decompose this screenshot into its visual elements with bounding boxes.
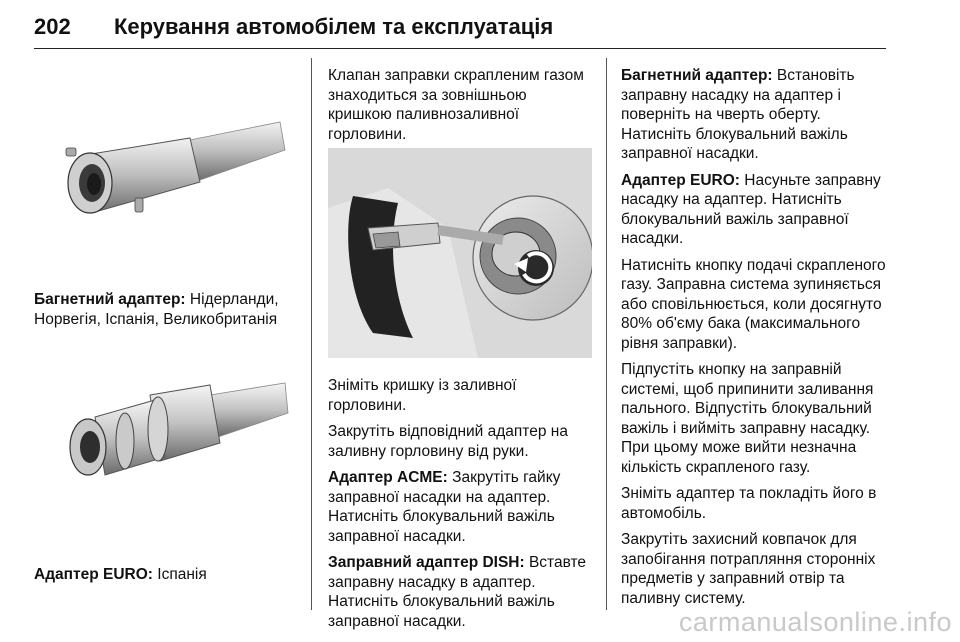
euro-adapter-caption bbox=[34, 565, 296, 585]
label-dish: Заправний адаптер DISH: bbox=[328, 554, 525, 571]
step-euro-adapter bbox=[621, 171, 887, 249]
right-column bbox=[621, 66, 887, 615]
step-release-button: Підпустіть кнопку на заправній системі, щоб припинити заливання пального. Відпустіть блокувальний важіль і вийміть заправну насадку. При цьому може вийти незначна кількість скрапленого газу. bbox=[621, 361, 874, 476]
text-dish: Вставте заправну насадку в адаптер. Натисніть блокувальний важіль заправної насадки. bbox=[328, 554, 587, 630]
label-acme: Адаптер ACME: bbox=[328, 469, 448, 486]
page-header bbox=[34, 8, 886, 49]
step-press-button: Натисніть кнопку подачі скрапленого газу. Заправна система зупиняється або сповільнюється, коли досягнуто 80% об'єму бака (максимального рівня заправки). bbox=[621, 256, 886, 352]
text-euro: Насуньте заправну насадку на адаптер. Натисніть блокувальний важіль заправної насадки. bbox=[621, 171, 881, 247]
step-bayonet-adapter bbox=[621, 66, 887, 164]
intro-paragraph: Клапан заправки скрапленим газом знаходиться за зовнішньою кришкою паливнозаливної горловини. bbox=[328, 67, 584, 143]
column-divider-2 bbox=[606, 58, 607, 610]
column-divider-1 bbox=[311, 58, 312, 610]
middle-column-steps bbox=[328, 376, 594, 638]
text-bayonet: Встановіть заправну насадку на адаптер і поверніть на чверть оберту. Натисніть блокувальний важіль заправної насадки. bbox=[621, 67, 855, 162]
caption-text: Нідерланди, Норвегія, Іспанія, Великобританія bbox=[34, 291, 279, 328]
step-dish-adapter bbox=[328, 553, 594, 631]
step-acme-adapter bbox=[328, 468, 594, 546]
caption-label: Багнетний адаптер: bbox=[34, 291, 186, 308]
label-euro: Адаптер EURO: bbox=[621, 171, 740, 189]
chapter-title: Керування автомобілем та експлуатація bbox=[114, 14, 554, 39]
bayonet-adapter-illustration bbox=[40, 120, 290, 230]
filler-neck-illustration bbox=[328, 148, 592, 358]
page-number: 202 bbox=[34, 14, 71, 39]
step-close-cap: Закрутіть захисний ковпачок для запобігання потрапляння сторонніх предметів у заправний отвір та паливну систему. bbox=[621, 531, 876, 607]
bayonet-adapter-caption bbox=[34, 290, 296, 329]
step-remove-adapter: Зніміть адаптер та покладіть його в автомобіль. bbox=[621, 485, 877, 522]
middle-column bbox=[328, 66, 594, 151]
label-bayonet: Багнетний адаптер: bbox=[621, 67, 773, 84]
text-acme: Закрутіть гайку заправної насадки на адаптер. Натисніть блокувальний важіль заправної насадки. bbox=[328, 469, 561, 545]
euro-adapter-illustration bbox=[40, 375, 290, 495]
watermark: carmanualsonline.info bbox=[678, 607, 952, 637]
step-remove-cap: Зніміть кришку із заливної горловини. bbox=[328, 377, 517, 414]
caption-label: Адаптер EURO: bbox=[34, 566, 153, 583]
caption-text: Іспанія bbox=[152, 566, 207, 583]
step-screw-adapter: Закрутіть відповідний адаптер на заливну горловину від руки. bbox=[328, 423, 568, 460]
